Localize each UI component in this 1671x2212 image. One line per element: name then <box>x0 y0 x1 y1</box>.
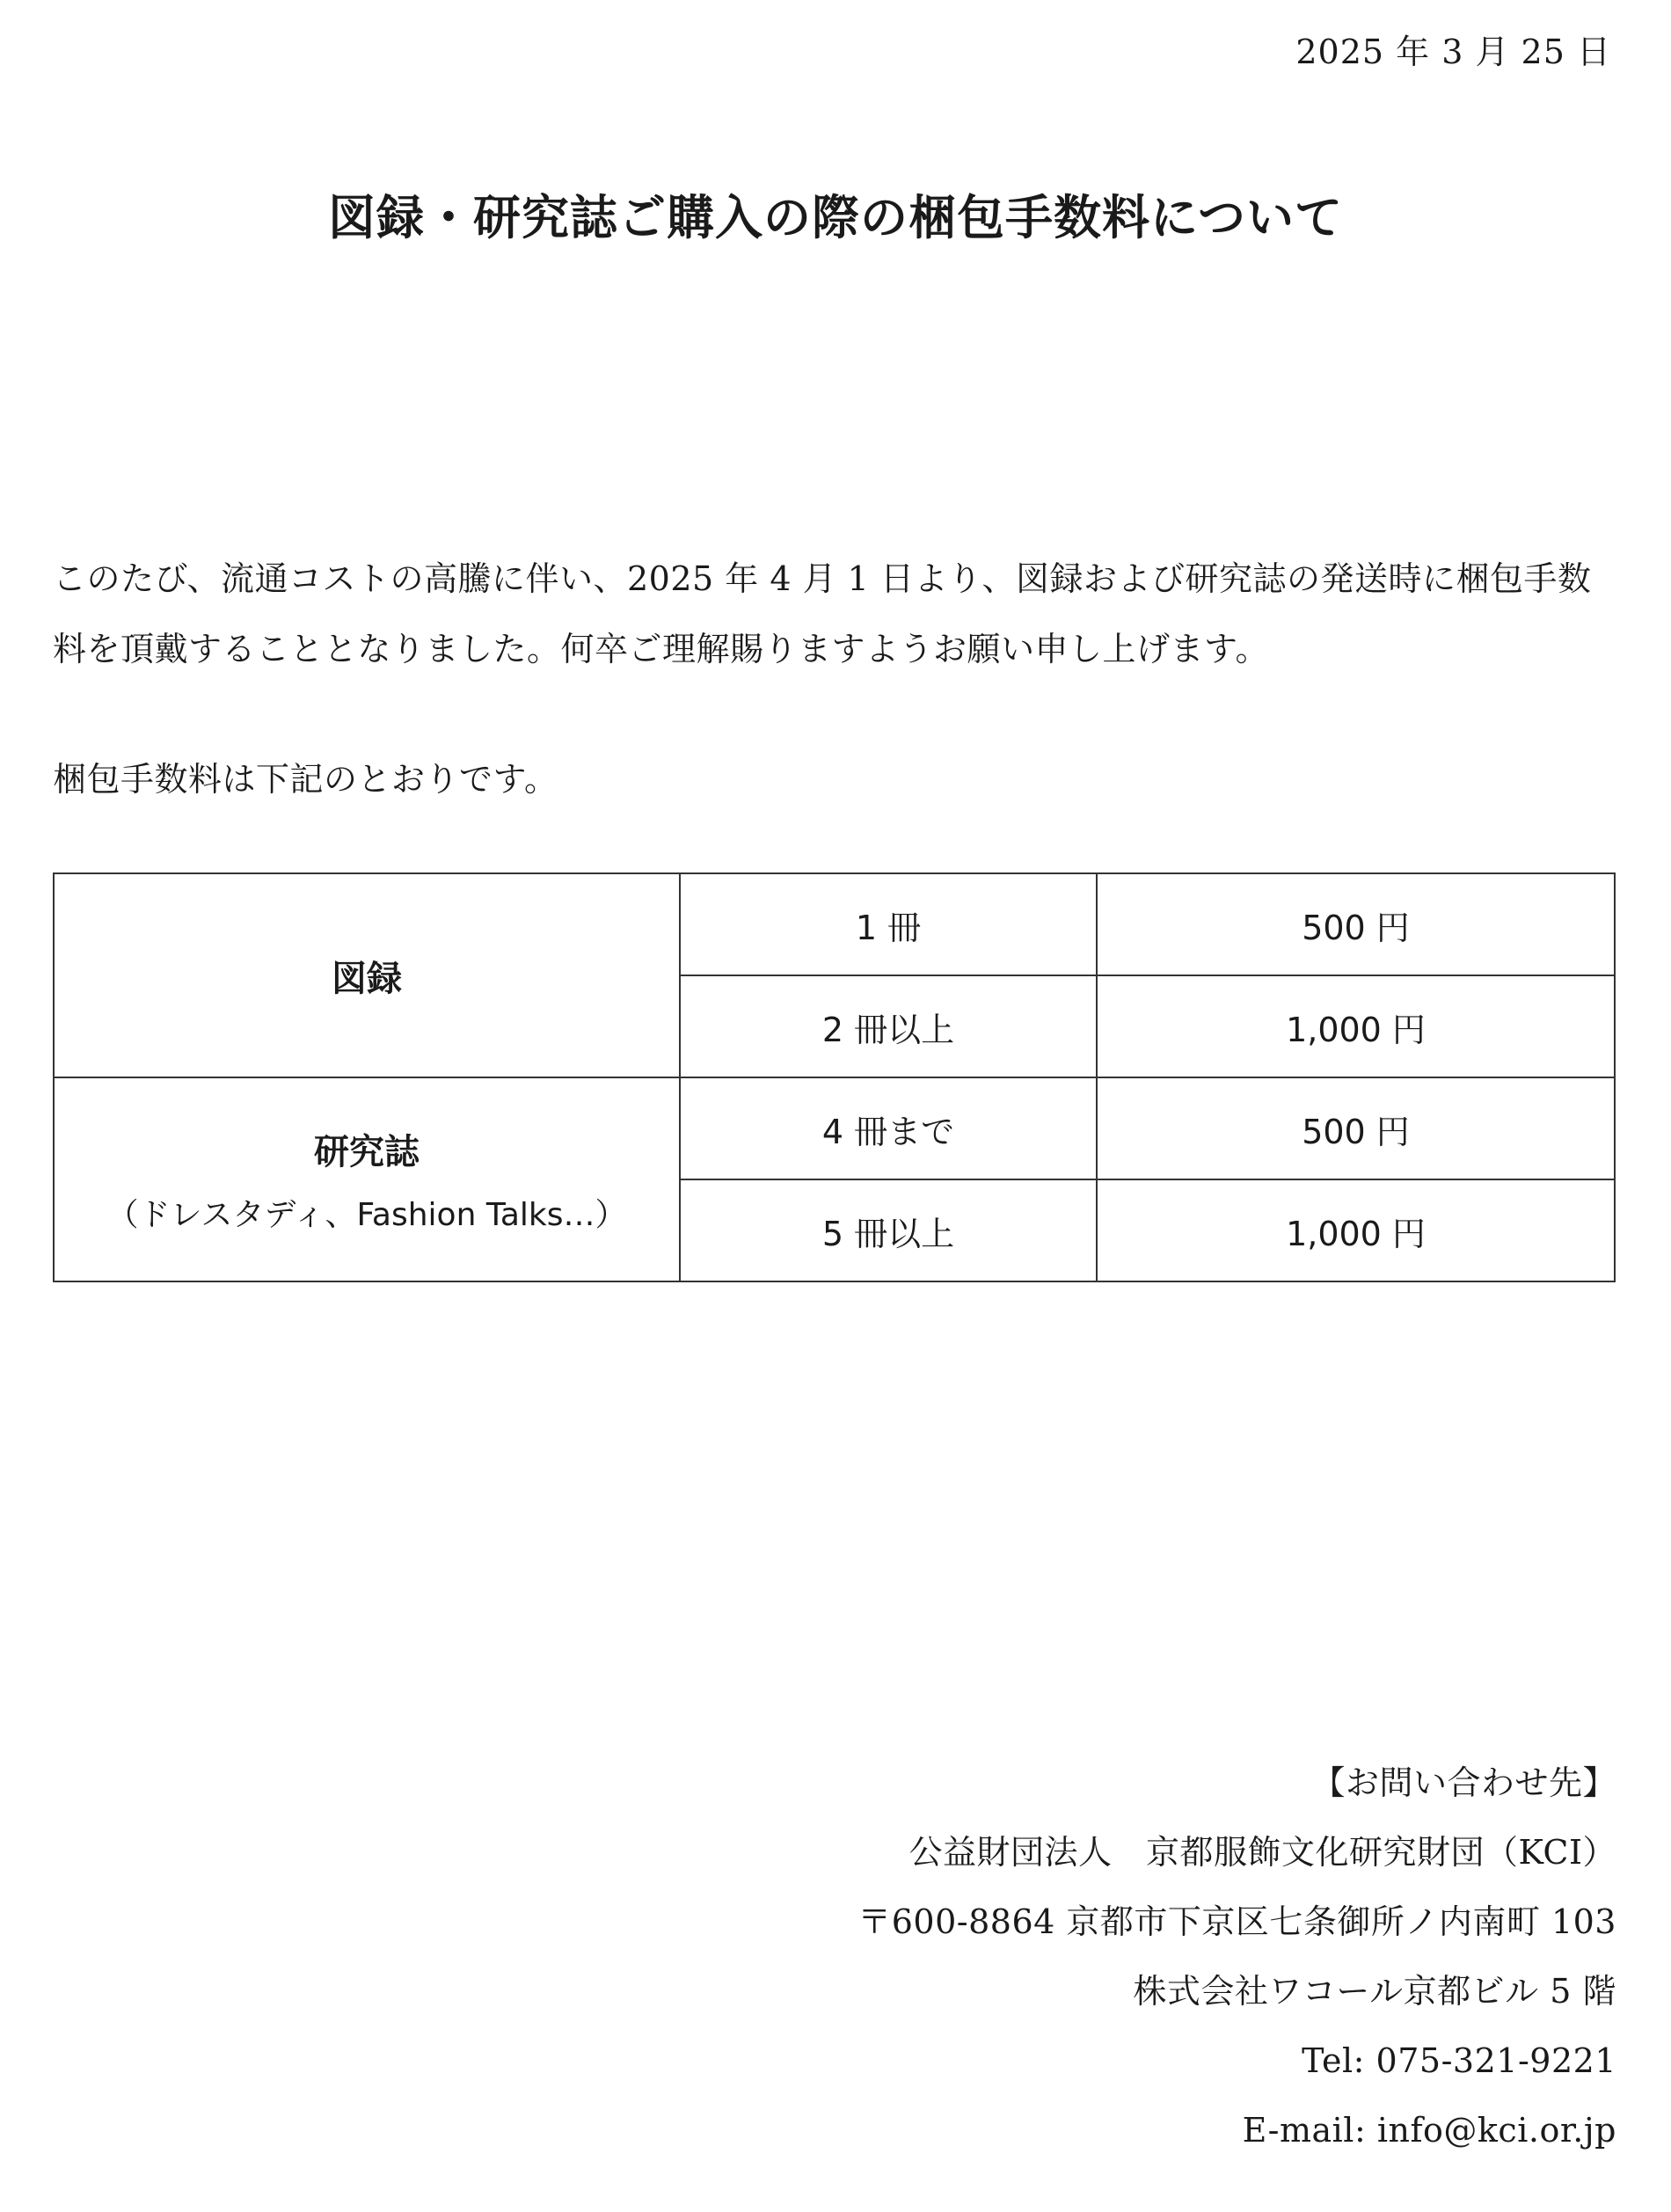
quantity-cell: 1 冊 <box>680 873 1097 975</box>
fee-cell: 500 円 <box>1097 1077 1615 1179</box>
contact-organization: 公益財団法人 京都服飾文化研究財団（KCI） <box>908 1833 1616 1872</box>
intro-paragraph: このたび、流通コストの高騰に伴い、2025 年 4 月 1 日より、図録および研究誌の発送時に梱包手数料を頂戴することとなりました。何卒ご理解賜りますようお願い申し上げます。 <box>53 559 1592 668</box>
contact-block <box>857 1748 1616 2165</box>
table-row <box>54 873 1615 975</box>
category-name: 研究誌 <box>314 1132 420 1172</box>
document-title: 図録・研究誌ご購入の際の梱包手数料について <box>328 190 1343 245</box>
category-cell-catalog <box>54 873 680 1077</box>
category-name: 図録 <box>332 958 402 999</box>
contact-heading: 【お問い合わせ先】 <box>1311 1763 1616 1802</box>
contact-email: E-mail: info@kci.or.jp <box>1242 2111 1616 2150</box>
contact-building: 株式会社ワコール京都ビル 5 階 <box>1133 1972 1616 2011</box>
fee-cell: 500 円 <box>1097 873 1615 975</box>
table-row <box>54 1077 1615 1179</box>
fee-intro-paragraph: 梱包手数料は下記のとおりです。 <box>53 760 558 799</box>
quantity-cell: 2 冊以上 <box>680 975 1097 1077</box>
quantity-cell: 4 冊まで <box>680 1077 1097 1179</box>
category-subtitle: （ドレスタディ、Fashion Talks…） <box>106 1197 627 1233</box>
quantity-cell: 5 冊以上 <box>680 1179 1097 1281</box>
contact-address: 〒600-8864 京都市下京区七条御所ノ内南町 103 <box>857 1902 1616 1941</box>
fee-cell: 1,000 円 <box>1097 975 1615 1077</box>
category-cell-journal <box>54 1077 680 1281</box>
fee-cell: 1,000 円 <box>1097 1179 1615 1281</box>
contact-tel: Tel: 075-321-9221 <box>1302 2041 1616 2080</box>
packing-fee-table <box>53 872 1616 1282</box>
document-date: 2025 年 3 月 25 日 <box>1295 33 1611 71</box>
